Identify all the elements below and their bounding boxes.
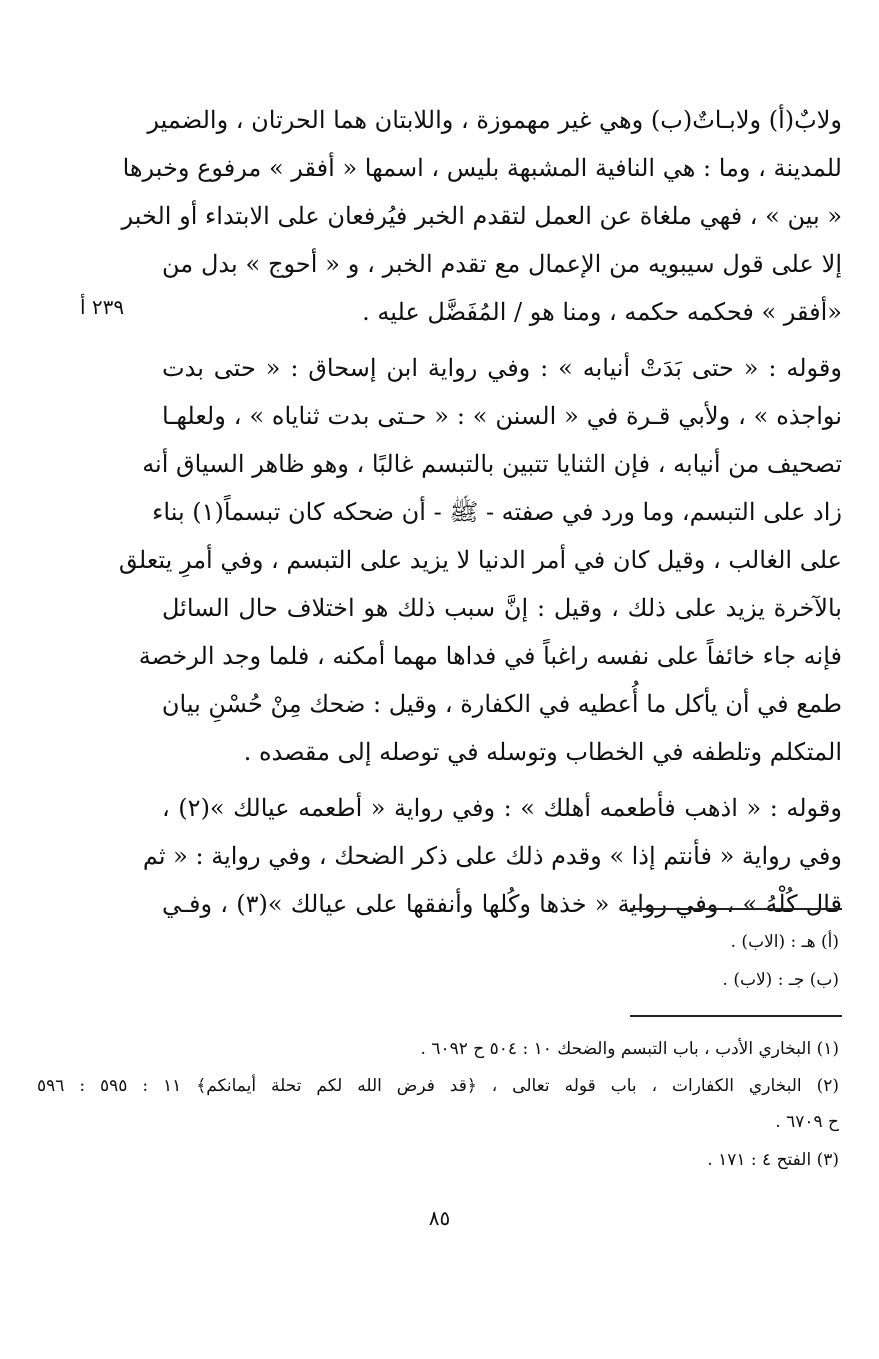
main-text-block bbox=[118, 96, 842, 928]
text-line: قال كُلْهُ » ، وفي رواية « خذها وكُلها وأنفقها على عيالك »(٣) ، وفـي bbox=[162, 890, 842, 918]
footnote-divider-variants bbox=[630, 908, 842, 910]
text-line: المتكلم وتلطفه في الخطاب وتوسله في توصله إلى مقصده . bbox=[243, 738, 842, 766]
variant-footnote: (ب) جـ : (لاب) . bbox=[722, 970, 839, 990]
text-line: إلا على قول سيبويه من الإعمال مع تقدم الخبر ، و « أحوج » بدل من bbox=[162, 250, 842, 278]
reference-footnote: (٢) البخاري الكفارات ، باب قوله تعالى ، ﴿قد فرض الله لكم تحلة أيمانكم﴾ ١١ : ٥٩٥ : ٥٩٦ bbox=[37, 1076, 839, 1096]
reference-footnote: (٣) الفتح ٤ : ١٧١ . bbox=[707, 1150, 839, 1170]
paragraph-gap bbox=[162, 336, 842, 344]
variant-footnote: (أ) هـ : (الاب) . bbox=[730, 932, 839, 952]
text-line: طمع في أن يأكل ما أُعطيه في الكفارة ، وقيل : ضحك مِنْ حُسْنِ بيان bbox=[161, 690, 842, 718]
reference-footnote-continuation: ح ٦٧٠٩ . bbox=[775, 1112, 839, 1132]
text-line: ولابٌ(أ) ولابـاتٌ(ب) وهي غير مهموزة ، واللابتان هما الحرتان ، والضمير bbox=[147, 106, 842, 134]
text-line: وفي رواية « فأنتم إذا » وقدم ذلك على ذكر الضحك ، وفي رواية : « ثم bbox=[142, 842, 842, 870]
text-line: نواجذه » ، ولأبي قـرة في « السنن » : « حـتى بدت ثناياه » ، ولعلهـا bbox=[162, 402, 842, 430]
text-line: على الغالب ، وقيل كان في أمر الدنيا لا يزيد على التبسم ، وفي أمرِ يتعلق bbox=[118, 546, 842, 574]
paragraph-gap bbox=[162, 776, 842, 784]
text-line: للمدينة ، وما : هي النافية المشبهة بليس ، اسمها « أفقر » مرفوع وخبرها bbox=[122, 154, 842, 182]
text-line: وقوله : « اذهب فأطعمه أهلك » : وفي رواية « أطعمه عيالك »(٢) ، bbox=[162, 794, 842, 822]
text-line: فإنه جاء خائفاً على نفسه راغباً في فداها مهما أمكنه ، فلما وجد الرخصة bbox=[138, 642, 842, 670]
reference-footnote: (١) البخاري الأدب ، باب التبسم والضحك ١٠ : ٥٠٤ ح ٦٠٩٢ . bbox=[420, 1039, 839, 1059]
manuscript-folio-note: ٢٣٩ أ bbox=[80, 295, 125, 319]
text-line: «أفقر » فحكمه حكمه ، ومنا هو / المُفَضَّل عليه . bbox=[362, 298, 842, 326]
footnote-divider-references bbox=[630, 1015, 842, 1017]
text-line: بالآخرة يزيد على ذلك ، وقيل : إنَّ سبب ذلك هو اختلاف حال السائل bbox=[162, 594, 842, 622]
page-number: ٨٥ bbox=[428, 1206, 451, 1230]
text-line: وقوله : « حتى بَدَتْ أنيابه » : وفي رواية ابن إسحاق : « حتى بدت bbox=[162, 354, 842, 382]
text-line: زاد على التبسم، وما ورد في صفته - ﷺ - أن ضحكه كان تبسماً(١) بناء bbox=[152, 498, 842, 526]
text-line: « بين » ، فهي ملغاة عن العمل لتقدم الخبر فيُرفعان على الابتداء أو الخبر bbox=[121, 202, 842, 230]
text-line: تصحيف من أنيابه ، فإن الثنايا تتبين بالتبسم غالبًا ، وهو ظاهر السياق أنه bbox=[142, 450, 842, 478]
